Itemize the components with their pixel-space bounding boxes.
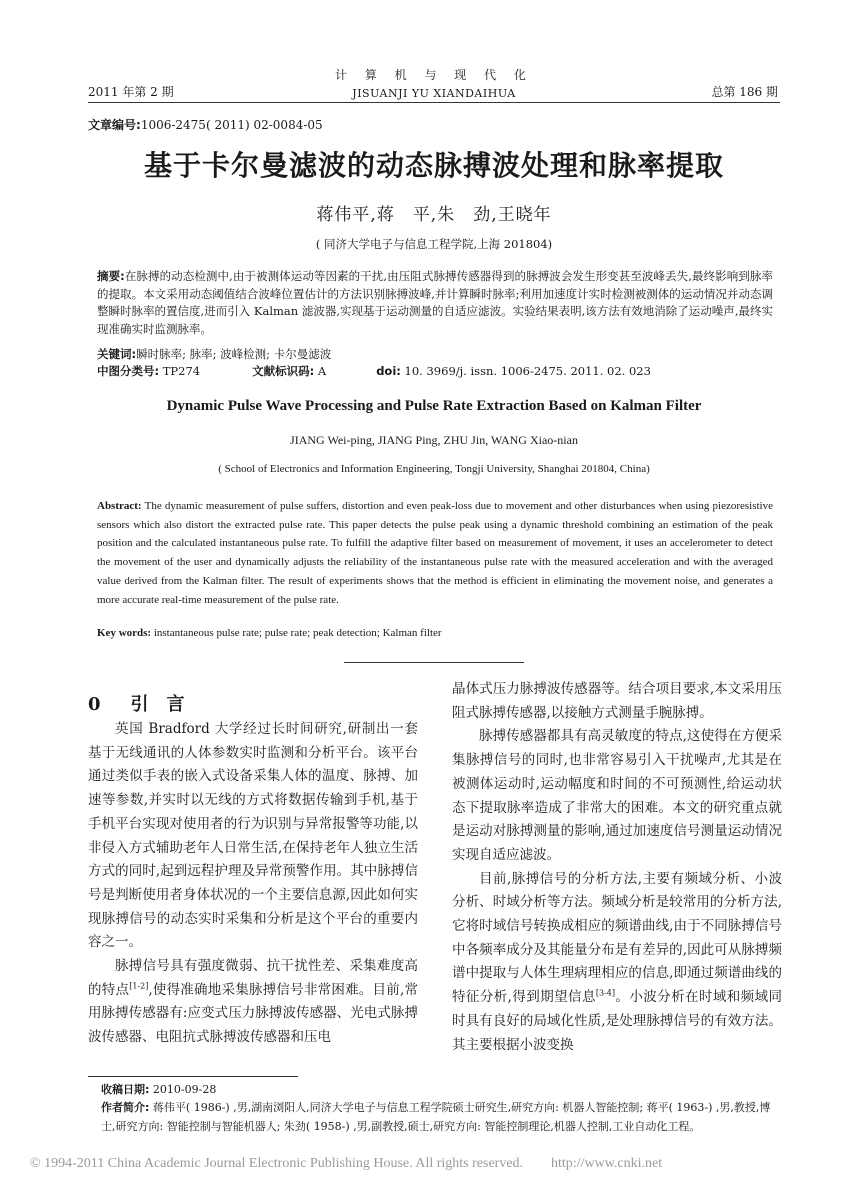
classification-line — [97, 363, 773, 381]
received-date — [101, 1081, 773, 1100]
abstract-zh-label: 摘要: — [97, 269, 125, 283]
clc-code — [97, 363, 200, 381]
affiliation-zh: ( 同济大学电子与信息工程学院,上海 201804) — [315, 237, 553, 251]
abstract-en — [97, 497, 773, 609]
affiliation-en: ( School of Electronics and Information Engineering, Tongji University, Shanghai 201804, China) — [218, 463, 650, 475]
doc-code — [252, 363, 326, 381]
abstract-zh-text: 在脉搏的动态检测中,由于被测体运动等因素的干扰,由压阻式脉搏传感器得到的脉搏波会发生形变甚至波峰丢失,最终影响到脉率的提取。本文采用动态阈值结合波峰位置估计的方法识别脉搏波峰,并计算瞬时脉率;利用加速度计实时检测被测体的运动情况并动态调整瞬时脉率的置信度,进而引入 Kalman 滤波器,实现基于运动测量的自适应滤波。实验结果表明,该方法有效地消除了运动噪声,最终实现准确实时监测脉率。 — [97, 269, 773, 336]
keywords-en — [97, 625, 773, 643]
paragraph-text: 目前,脉搏信号的分析方法,主要有频域分析、小波分析、时域分析等方法。频域分析是较常用的分析方法,它将时域信号转换成相应的频谱曲线,由于不同脉搏信号中各频率成分及其能量分布是有差异的,因此可从脉搏频谱中提取与人体生理病理相应的信息,即通过频谱曲线的特征分析,得到期望信息 — [452, 870, 782, 1006]
paper-title-zh: 基于卡尔曼滤波的动态脉搏波处理和脉率提取 — [143, 149, 724, 182]
abstract-en-label: Abstract: — [97, 500, 142, 512]
article-number — [88, 116, 323, 133]
paragraph: 晶体式压力脉搏波传感器等。结合项目要求,本文采用压阻式脉搏传感器,以接触方式测量手腕脉搏。 — [452, 681, 782, 721]
left-column — [88, 718, 418, 1050]
paper-title-en: Dynamic Pulse Wave Processing and Pulse Rate Extraction Based on Kalman Filter — [166, 398, 702, 414]
article-number-value: 1006-2475( 2011) 02-0084-05 — [140, 118, 323, 132]
received-value: 2010-09-28 — [152, 1083, 217, 1096]
abstract-en-text: The dynamic measurement of pulse suffers, distortion and even peak-loss due to movement and other disturbances when using piezoresistive sensors which also distort the extracted pulse rate. This paper detects the pulse peak using a dynamic threshold combining an estimation of the peak position and the calculated instantaneous pulse rate. To fulfill the adaptive filter based on measurement of movement, it uses an accelerometer to detect the movement of the user and dynamically adjusts the reliability of the instantaneous pulse rate with the measured acceleration and with the averaged value derived from the Kalman filter. The result of experiments shows that the method is efficient in eliminating the movement noise, and generates a more accurate real-time measurement of the pulse rate. — [97, 500, 773, 606]
doi — [376, 363, 651, 381]
right-column — [452, 678, 782, 1057]
section-heading — [88, 690, 215, 716]
citation: [3-4] — [595, 988, 615, 998]
doi-value: 10. 3969/j. issn. 1006-2475. 2011. 02. 023 — [404, 364, 651, 378]
total-issue-label: 总第 186 期 — [711, 85, 778, 99]
paragraph — [452, 868, 782, 1058]
abstract-divider — [344, 662, 524, 663]
paragraph: 脉搏传感器都具有高灵敏度的特点,这使得在方便采集脉搏信号的同时,也非常容易引入干扰噪声,尤其是在被测体运动时,运动幅度和时间的不可预测性,给运动状态下提取脉率造成了非常大的困难。本文的研究重点就是运动对脉搏测量的影响,通过加速度信号测量运动情况实现自适应滤波。 — [452, 728, 782, 863]
abstract-zh — [97, 268, 773, 338]
header-divider — [88, 102, 780, 103]
section-number: 0 — [88, 694, 101, 715]
citation: [1-2] — [129, 981, 149, 991]
paragraph-text: 。小波分析在时域和频域同时具有良好的局域化性质,是处理脉搏信号的有效方法。其主要根据小波变换 — [452, 989, 782, 1053]
journal-name-zh: 计 算 机 与 现 代 化 — [335, 68, 533, 82]
author-bio — [101, 1099, 773, 1136]
paragraph: 英国 Bradford 大学经过长时间研究,研制出一套基于无线通讯的人体参数实时监测和分析平台。该平台通过类似手表的嵌入式设备采集人体的温度、脉搏、加速等参数,并实时以无线的方式将数据传输到手机,基于手机平台实现对使用者的行为识别与异常报警等功能,以非侵入方式辅助老年人日常生活,在保持老年人独立生活方式的同时,起到远程护理及异常预警作用。其中脉搏信号是判断使用者身体状况的一个主要信息源,因此如何实现脉搏信号的动态实时采集和分析是这个平台的重要内容之一。 — [88, 721, 418, 951]
keywords-zh — [97, 346, 773, 364]
authors-zh: 蒋伟平,蒋 平,朱 劲,王晓年 — [316, 205, 552, 225]
doi-label: doi: — [376, 364, 401, 378]
author-bio-label: 作者简介: — [101, 1101, 150, 1114]
footnote-divider — [88, 1076, 298, 1077]
journal-name-en: JISUANJI YU XIANDAIHUA — [352, 87, 516, 100]
copyright-notice: © 1994-2011 China Academic Journal Electronic Publishing House. All rights reserved. http://www.cnki.net — [30, 1156, 663, 1171]
article-number-label: 文章编号: — [88, 118, 141, 132]
paragraph-text: 脉搏信号具有强度微弱、抗干扰性差、采集难度高的特点 — [88, 958, 418, 998]
paragraph-text: ,使得准确地采集脉搏信号非常困难。目前,常用脉搏传感器有:应变式压力脉搏波传感器、光电式脉搏波传感器、电阻抗式脉搏波传感器和压电 — [88, 981, 419, 1046]
keywords-en-text: instantaneous pulse rate; pulse rate; peak detection; Kalman filter — [153, 627, 442, 639]
authors-en: JIANG Wei-ping, JIANG Ping, ZHU Jin, WANG Xiao-nian — [290, 433, 578, 447]
author-bio-text: 蒋伟平( 1986-) ,男,湖南浏阳人,同济大学电子与信息工程学院硕士研究生,研究方向: 机器人智能控制; 蒋平( 1963-) ,男,教授,博士,研究方向: 智能控制与智能机器人; 朱劲( 1958-) ,男,副教授,硕士,研究方向: 智能控制理论,机器人控制,工业自动化工程。 — [101, 1101, 771, 1133]
doc-label: 文献标识码: — [252, 364, 315, 378]
doc-value: A — [317, 364, 327, 378]
paragraph — [88, 955, 418, 1050]
clc-value: TP274 — [162, 364, 201, 378]
keywords-en-label: Key words: — [97, 627, 152, 639]
clc-label: 中图分类号: — [97, 364, 160, 378]
keywords-zh-text: 瞬时脉率; 脉率; 波峰检测; 卡尔曼滤波 — [136, 347, 332, 361]
issue-label: 2011 年第 2 期 — [88, 85, 174, 99]
keywords-zh-label: 关键词: — [97, 347, 137, 361]
received-label: 收稿日期: — [101, 1083, 150, 1096]
section-title: 引 言 — [130, 694, 185, 715]
